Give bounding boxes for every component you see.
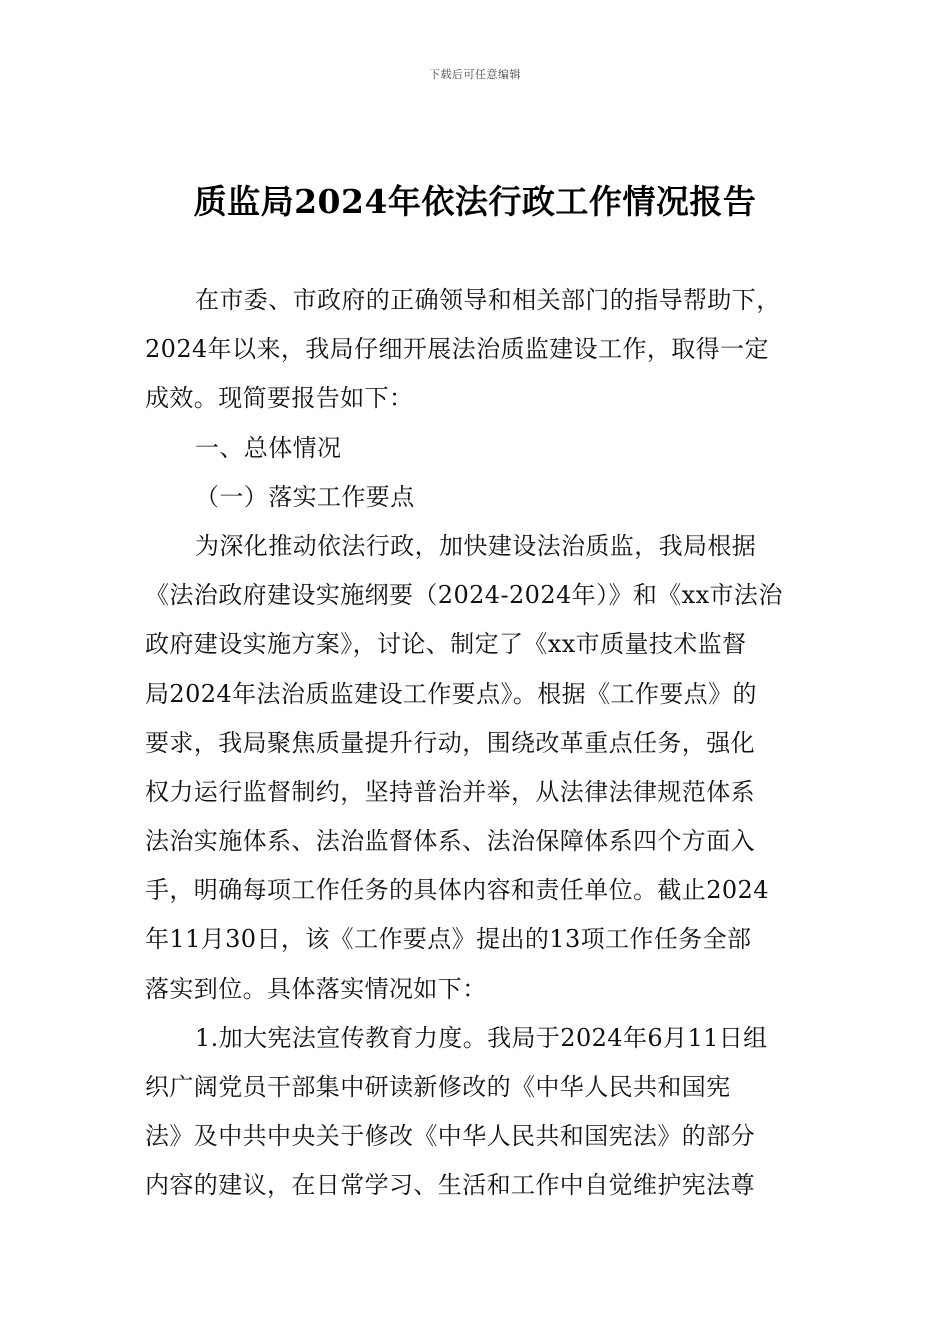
body-line: 为深化推动依法行政，加快建设法治质监，我局根据	[195, 531, 757, 560]
subsection-heading: （一）落实工作要点	[195, 482, 415, 511]
body-line: 手，明确每项工作任务的具体内容和责任单位。截止2024	[145, 876, 769, 905]
body-line: 《法治政府建设实施纲要（2024-2024年）》和《xx市法治	[145, 581, 783, 610]
header-note: 下载后可任意编辑	[429, 68, 521, 81]
body-line: 局2024年法治质监建设工作要点》。根据《工作要点》的	[145, 679, 757, 708]
body-line: 成效。现简要报告如下：	[145, 384, 414, 413]
body-line: 1.加大宪法宣传教育力度。我局于2024年6月11日组	[195, 1023, 768, 1052]
body-line: 法治实施体系、法治监督体系、法治保障体系四个方面入	[145, 827, 755, 856]
body-line: 织广阔党员干部集中研读新修改的《中华人民共和国宪	[145, 1073, 731, 1101]
body-line: 2024年以来，我局仔细开展法治质监建设工作，取得一定	[145, 335, 769, 364]
body-line: 内容的建议，在日常学习、生活和工作中自觉维护宪法尊	[145, 1171, 755, 1200]
body-line: 权力运行监督制约，坚持普治并举，从法律法律规范体系	[145, 777, 755, 806]
document-body	[145, 276, 809, 1211]
body-line: 政府建设实施方案》，讨论、制定了《xx市质量技术监督	[145, 630, 747, 659]
section-heading: 一、总体情况	[195, 433, 342, 462]
document-title: 质监局2024年依法行政工作情况报告	[193, 182, 757, 221]
body-line: 落实到位。具体落实情况如下：	[145, 974, 487, 1003]
body-line: 要求，我局聚焦质量提升行动，围绕改革重点任务，强化	[145, 728, 755, 757]
body-line: 在市委、市政府的正确领导和相关部门的指导帮助下，	[195, 286, 781, 314]
body-line: 法》及中共中央关于修改《中华人民共和国宪法》的部分	[145, 1122, 755, 1151]
body-line: 年11月30日，该《工作要点》提出的13项工作任务全部	[145, 925, 752, 954]
